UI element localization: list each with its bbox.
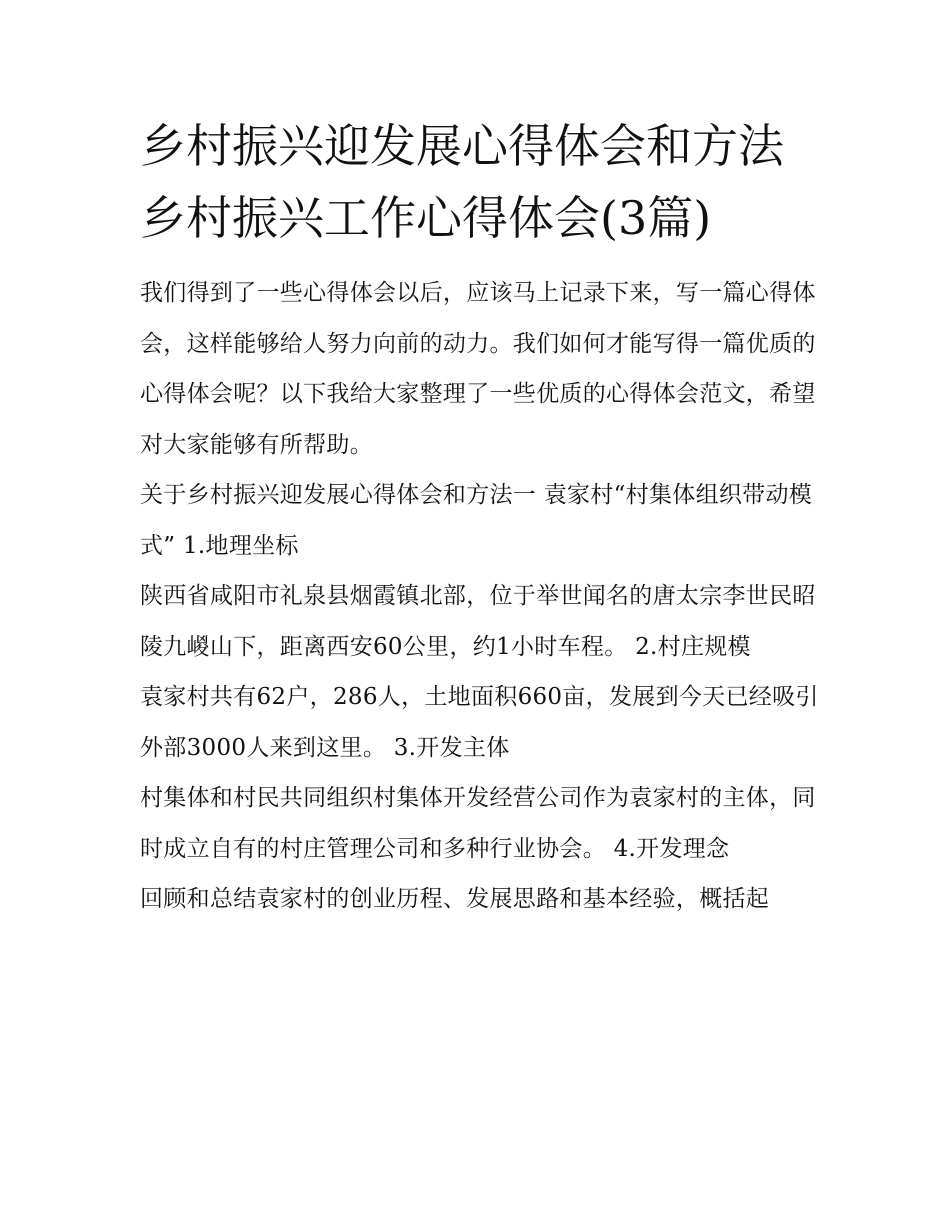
document-title: 乡村振兴迎发展心得体会和方法 乡村振兴工作心得体会(3篇) <box>140 119 784 245</box>
developer-paragraph: 村集体和村民共同组织村集体开发经营公司作为袁家村的主体，同时成立自有的村庄管理公司和多种行业协会。 4.开发理念 <box>140 785 816 862</box>
review-paragraph: 回顾和总结袁家村的创业历程、发展思路和基本经验，概括起 <box>140 886 770 912</box>
section-heading-paragraph: 关于乡村振兴迎发展心得体会和方法一 袁家村“村集体组织带动模式” 1.地理坐标 <box>140 482 813 559</box>
location-paragraph: 陕西省咸阳市礼泉县烟霞镇北部，位于举世闻名的唐太宗李世民昭陵九嵕山下，距离西安60公里，约1小时车程。 2.村庄规模 <box>140 583 816 660</box>
document-page <box>140 110 820 925</box>
scale-paragraph: 袁家村共有62户，286人，土地面积660亩，发展到今天已经吸引外部3000人来到这里。 3.开发主体 <box>140 684 819 761</box>
intro-paragraph: 我们得到了一些心得体会以后，应该马上记录下来，写一篇心得体会，这样能够给人努力向前的动力。我们如何才能写得一篇优质的心得体会呢？以下我给大家整理了一些优质的心得体会范文，希望对大家能够有所帮助。 <box>140 280 816 458</box>
